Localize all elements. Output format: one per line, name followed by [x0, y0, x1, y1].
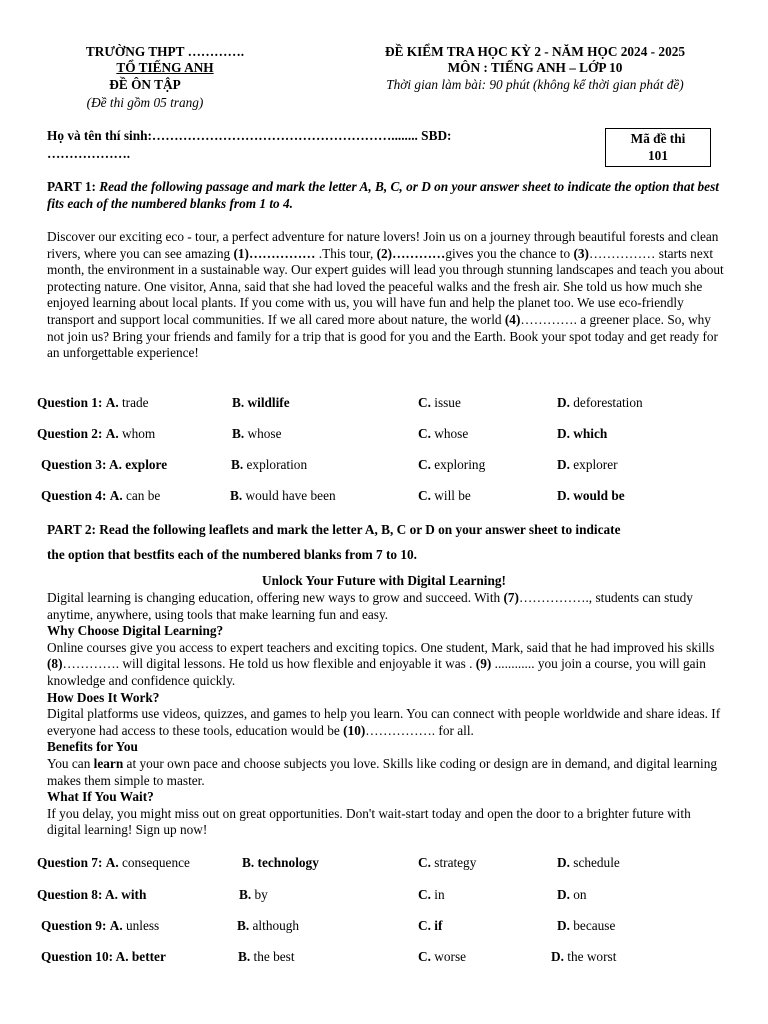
option-b: whose [247, 426, 282, 441]
option-c: exploring [434, 457, 486, 472]
sbd-dots: ………………. [47, 146, 131, 161]
passage-text: …………. a greener place. So, why not join us? Bring your friends and family for a trip that is good for you and the Earth. Book your spot today and get ready for an unforgettable experience! [47, 311, 718, 361]
question-number: Question 2: [37, 426, 103, 441]
option-key: C. [418, 488, 431, 503]
option-d: the worst [567, 949, 617, 964]
option-d: deforestation [573, 395, 643, 410]
part1-instruction-text: Read the following passage and mark the letter A, B, C, or D on your answer sheet to indicate the option that best fits each of the numbered blanks from 1 to 4. [47, 179, 719, 211]
blank-2: (2)………… [376, 245, 446, 261]
option-a: explore [125, 457, 168, 472]
option-key: C. [418, 918, 431, 933]
option-key: D. [557, 918, 570, 933]
question-number: Question 3: [41, 457, 107, 472]
leaflet-heading: Benefits for You [47, 739, 138, 755]
option-key: A. [109, 918, 123, 933]
blank-10: (10) [343, 722, 366, 738]
leaflet-text: Digital platforms use videos, quizzes, and games to help you learn. You can connect with people worldwide and share ideas. If everyone had access to these tools, education would be [47, 706, 721, 738]
option-c: if [434, 918, 443, 933]
blank-3: (3) [573, 245, 589, 261]
question-number: Question 1: [37, 395, 103, 410]
option-key: C. [418, 395, 431, 410]
option-key: D. [557, 488, 570, 503]
question-number: Question 9: [41, 918, 107, 933]
passage-text: Discover our exciting eco - tour, a perfect adventure for nature lovers! Join us on a journey through beautiful forests and clean rivers, where you can see amazing [47, 229, 719, 261]
question-number: Question 8: [37, 887, 103, 902]
option-d: which [573, 426, 608, 441]
option-key: A. [105, 855, 119, 870]
option-a: better [131, 949, 166, 964]
leaflet-text: Online courses give you access to expert teachers and exciting topics. One student, Mark, said that he had improved his skills [47, 639, 715, 655]
leaflet-heading: Why Choose Digital Learning? [47, 623, 224, 639]
passage-text: gives you the chance to [445, 245, 574, 261]
option-c: in [434, 887, 445, 902]
option-key: A. [109, 488, 123, 503]
option-key: B. [242, 855, 255, 870]
leaflet-section: If you delay, you might miss out on great opportunities. Don't wait-start today and open the door to a brighter future with digital learning! Sign up now! [47, 805, 691, 838]
exam-code: 101 [648, 148, 668, 163]
leaflet-text: at your own pace and choose subjects you love. Skills like coding or design are in demand, and digital learning makes them simple to master. [47, 755, 718, 788]
option-key: C. [418, 457, 431, 472]
exam-title: ĐỀ KIỂM TRA HỌC KỲ 2 - NĂM HỌC 2024 - 2025 [384, 44, 686, 59]
option-key: D. [551, 949, 564, 964]
option-key: A. [105, 426, 119, 441]
review-label: ĐỀ ÔN TẬP [109, 77, 181, 92]
passage-text: .This tour, [315, 245, 377, 261]
option-key: A. [108, 457, 122, 472]
leaflet-text: ……………. for all. [365, 722, 474, 738]
option-key: B. [232, 395, 245, 410]
leaflet-heading: What If You Wait? [47, 789, 154, 805]
school-name: TRƯỜNG THPT …………. [85, 44, 245, 59]
option-d: because [573, 918, 616, 933]
option-key: B. [231, 457, 244, 472]
option-c: will be [434, 488, 471, 503]
leaflet-text-bold: learn [93, 755, 124, 771]
option-b: would have been [245, 488, 336, 503]
option-key: B. [232, 426, 245, 441]
option-b: by [254, 887, 268, 902]
blank-7: (7) [503, 590, 519, 605]
option-c: worse [434, 949, 467, 964]
option-a: whom [121, 426, 156, 441]
option-a: unless [125, 918, 160, 933]
blank-8: (8) [47, 656, 63, 672]
option-key: B. [230, 488, 243, 503]
option-key: D. [557, 855, 570, 870]
leaflet-section [47, 640, 727, 690]
blank-4: (4) [504, 311, 521, 327]
leaflet-heading: How Does It Work? [47, 689, 160, 705]
option-d: schedule [573, 855, 620, 870]
passage-text: …………… starts next month, the environment in a sustainable way. Our expert guides will lead you through stunning landscapes and teach you about protecting nature. One visitor, Anna, said that she had loved the peaceful walks and the fresh air. She told us how much she enjoyed learning about local plants. If you come with us, you will have fun and help the planet too. We use eco-friendly transport and support local communities. If we all cared more about nature, the world [47, 245, 724, 327]
blank-1: (1)…………… [233, 245, 316, 261]
option-key: D. [557, 426, 570, 441]
leaflet-intro [47, 590, 727, 623]
option-b: exploration [246, 457, 308, 472]
option-b: wildlife [247, 395, 290, 410]
option-key: C. [418, 887, 431, 902]
question-number: Question 10: [41, 949, 114, 964]
option-c: strategy [434, 855, 477, 870]
option-b: the best [253, 949, 295, 964]
option-key: D. [557, 395, 570, 410]
option-c: issue [434, 395, 461, 410]
option-key: A. [115, 949, 129, 964]
option-key: D. [557, 887, 570, 902]
option-c: whose [434, 426, 469, 441]
option-key: C. [418, 949, 431, 964]
leaflet-text: …………. will digital lessons. He told us how flexible and enjoyable it was . [62, 656, 476, 672]
part1-label: PART 1: [47, 179, 96, 194]
option-d: would be [573, 488, 625, 503]
question-number: Question 4: [41, 488, 107, 503]
exam-time: Thời gian làm bài: 90 phút (không kể thời gian phát đề) [386, 77, 684, 92]
subject: MÔN : TIẾNG ANH – LỚP 10 [447, 60, 623, 75]
leaflet-text: Digital learning is changing education, offering new ways to grow and succeed. With [47, 590, 504, 605]
option-key: C. [418, 426, 431, 441]
part2-instruction-line2: the option that bestfits each of the numbered blanks from 7 to 10. [47, 547, 417, 562]
leaflet-text: You can [47, 755, 94, 771]
option-d: explorer [573, 457, 618, 472]
option-a: can be [125, 488, 161, 503]
option-a: with [121, 887, 147, 902]
question-number: Question 7: [37, 855, 103, 870]
option-key: C. [418, 855, 431, 870]
leaflet-text: ............ you join a course, you will gain knowledge and confidence quickly. [47, 656, 706, 688]
part1-passage [47, 229, 727, 362]
option-b: although [252, 918, 300, 933]
option-a: consequence [121, 855, 190, 870]
page-count: (Đề thi gồm 05 trang) [86, 95, 204, 110]
option-key: B. [239, 887, 252, 902]
option-key: B. [237, 918, 250, 933]
leaflet-text: ……………., students can study anytime, anywhere, using tools that make learning fun and easy. [47, 590, 693, 622]
leaflet-section [47, 706, 727, 739]
department: TỔ TIẾNG ANH [116, 60, 214, 75]
option-d: on [573, 887, 587, 902]
part2-instruction-line1: PART 2: Read the following leaflets and mark the letter A, B, C or D on your answer sheet to indicate [47, 522, 621, 537]
leaflet-title: Unlock Your Future with Digital Learning! [262, 573, 506, 588]
blank-9: (9) [475, 656, 492, 672]
leaflet-body [47, 590, 727, 839]
exam-code-box [605, 128, 711, 167]
part1-instruction [47, 179, 727, 212]
option-key: A. [104, 887, 118, 902]
option-a: trade [121, 395, 149, 410]
leaflet-section [47, 756, 727, 789]
option-key: A. [105, 395, 119, 410]
option-b: technology [257, 855, 319, 870]
student-name-line: Họ và tên thí sinh:………………………………………………........ SBD: [47, 128, 452, 143]
exam-code-label: Mã đề thi [630, 131, 686, 146]
option-key: B. [238, 949, 251, 964]
option-key: D. [557, 457, 570, 472]
